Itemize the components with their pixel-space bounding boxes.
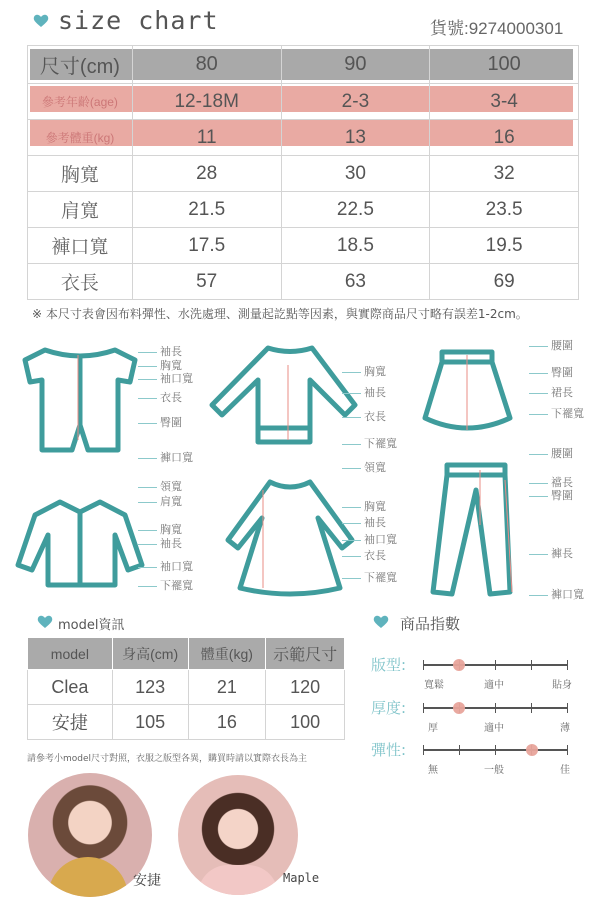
index-marker xyxy=(526,744,538,756)
scale-low: 厚 xyxy=(428,723,438,734)
index-scale xyxy=(423,745,568,755)
scale-mid: 適中 xyxy=(484,723,504,734)
sku-number: 貨號:9274000301 xyxy=(430,19,564,38)
table-row xyxy=(28,670,345,705)
table-row xyxy=(28,228,579,264)
scale-tick xyxy=(423,660,424,670)
shirt-measure-label: 下襬寬 xyxy=(160,579,193,592)
cell: 3-4 xyxy=(430,84,579,120)
row-label: 褲口寬 xyxy=(28,228,133,264)
table-row xyxy=(28,192,579,228)
skirt-measure-label: 裙長 xyxy=(551,386,573,399)
romper-measure-label: 褲口寬 xyxy=(160,451,193,464)
cell: 16 xyxy=(188,705,266,740)
heart-icon xyxy=(37,615,53,629)
cell: 105 xyxy=(112,705,188,740)
romper-measure-label: 臀圍 xyxy=(160,416,182,429)
index-marker xyxy=(453,702,465,714)
scale-tick xyxy=(459,745,460,755)
model-photo-name: 安捷 xyxy=(133,873,161,889)
shirt-measure-label: 袖長 xyxy=(160,537,182,550)
size-header-label: 尺寸(cm) xyxy=(28,46,133,84)
cell: 21 xyxy=(188,670,266,705)
cell: 100 xyxy=(266,705,345,740)
cell: 17.5 xyxy=(132,228,281,264)
romper-measure-label: 胸寬 xyxy=(160,359,182,372)
sweater-measure-label: 下襬寬 xyxy=(364,437,397,450)
model-info-title: model資訊 xyxy=(58,618,125,633)
cell: 28 xyxy=(132,156,281,192)
cell: Clea xyxy=(28,670,113,705)
shirt-measure-label: 肩寬 xyxy=(160,495,182,508)
index-label: 版型: xyxy=(371,656,407,674)
romper-icon xyxy=(25,350,135,450)
pants-measure-label: 褲口寬 xyxy=(551,588,584,601)
cell: 11 xyxy=(132,120,281,156)
heart-icon xyxy=(373,615,389,629)
size-table xyxy=(27,45,579,300)
product-index-title: 商品指數 xyxy=(400,615,461,633)
size-90: 90 xyxy=(281,46,430,84)
heart-icon xyxy=(33,14,49,28)
index-label: 彈性: xyxy=(371,741,407,759)
romper-measure-label: 衣長 xyxy=(160,391,182,404)
header-model: model xyxy=(28,638,113,670)
pants-icon xyxy=(433,465,510,594)
cell: 69 xyxy=(430,264,579,300)
scale-low: 無 xyxy=(428,765,438,776)
pants-measure-label: 臀圍 xyxy=(551,489,573,502)
header-weight: 體重(kg) xyxy=(188,638,266,670)
model-note: 請參考小model尺寸對照，衣服之版型各異，購買時請以實際衣長為主 xyxy=(27,754,308,764)
scale-mid: 一般 xyxy=(484,765,504,776)
weight-label: 參考體重(kg) xyxy=(28,120,133,156)
model-photo-name: Maple xyxy=(283,871,320,885)
model-photo xyxy=(178,775,298,895)
scale-low: 寬鬆 xyxy=(424,680,444,691)
cell: 18.5 xyxy=(281,228,430,264)
shirt-measure-label: 袖口寬 xyxy=(160,560,193,573)
age-row xyxy=(28,84,579,120)
cell: 19.5 xyxy=(430,228,579,264)
cell: 12-18M xyxy=(132,84,281,120)
dress-measure-label: 胸寬 xyxy=(364,500,386,513)
weight-row xyxy=(28,120,579,156)
row-label: 胸寬 xyxy=(28,156,133,192)
scale-tick xyxy=(423,745,424,755)
row-label: 衣長 xyxy=(28,264,133,300)
romper-measure-label: 袖口寬 xyxy=(160,372,193,385)
pants-measure-label: 腰圍 xyxy=(551,447,573,460)
dress-measure-label: 袖長 xyxy=(364,516,386,529)
cell: 安捷 xyxy=(28,705,113,740)
scale-tick xyxy=(531,660,532,670)
model-header-row xyxy=(28,638,345,670)
model-table xyxy=(27,637,345,740)
dress-icon xyxy=(228,482,352,594)
pants-measure-label: 褲長 xyxy=(551,547,573,560)
table-row xyxy=(28,156,579,192)
romper-measure-label: 袖長 xyxy=(160,345,182,358)
header-height: 身高(cm) xyxy=(112,638,188,670)
index-scale xyxy=(423,703,568,713)
cell: 2-3 xyxy=(281,84,430,120)
cell: 23.5 xyxy=(430,192,579,228)
sweater-measure-label: 胸寬 xyxy=(364,365,386,378)
shirt-measure-label: 領寬 xyxy=(160,480,182,493)
cell: 22.5 xyxy=(281,192,430,228)
header-size: 示範尺寸 xyxy=(266,638,345,670)
dress-measure-label: 下襬寬 xyxy=(364,571,397,584)
shirt-measure-label: 胸寬 xyxy=(160,523,182,536)
cell: 30 xyxy=(281,156,430,192)
cell: 13 xyxy=(281,120,430,156)
cell: 120 xyxy=(266,670,345,705)
scale-tick xyxy=(567,745,568,755)
index-marker xyxy=(453,659,465,671)
size-header-row xyxy=(28,46,579,84)
size-100: 100 xyxy=(430,46,579,84)
table-row xyxy=(28,264,579,300)
cell: 63 xyxy=(281,264,430,300)
table-row xyxy=(28,705,345,740)
scale-high: 貼身 xyxy=(552,680,572,691)
scale-tick xyxy=(423,703,424,713)
scale-mid: 適中 xyxy=(484,680,504,691)
skirt-measure-label: 腰圍 xyxy=(551,339,573,352)
index-label: 厚度: xyxy=(371,699,407,717)
shirt-icon xyxy=(18,502,142,585)
garment-diagrams xyxy=(0,330,600,605)
scale-high: 佳 xyxy=(560,765,570,776)
dress-measure-label: 袖口寬 xyxy=(364,533,397,546)
row-label: 肩寬 xyxy=(28,192,133,228)
scale-tick xyxy=(495,703,496,713)
dress-measure-label: 衣長 xyxy=(364,549,386,562)
skirt-measure-label: 臀圍 xyxy=(551,366,573,379)
cell: 21.5 xyxy=(132,192,281,228)
sweater-measure-label: 衣長 xyxy=(364,410,386,423)
dress-measure-label: 領寬 xyxy=(364,461,386,474)
scale-tick xyxy=(531,703,532,713)
scale-high: 薄 xyxy=(560,723,570,734)
sweater-measure-label: 袖長 xyxy=(364,386,386,399)
size-80: 80 xyxy=(132,46,281,84)
scale-tick xyxy=(495,660,496,670)
sweater-icon xyxy=(212,348,355,442)
cell: 16 xyxy=(430,120,579,156)
scale-tick xyxy=(495,745,496,755)
page-title: size chart xyxy=(58,6,219,35)
age-label: 參考年齡(age) xyxy=(28,84,133,120)
cell: 32 xyxy=(430,156,579,192)
index-scale xyxy=(423,660,568,670)
pants-measure-label: 襠長 xyxy=(551,476,573,489)
cell: 123 xyxy=(112,670,188,705)
measurement-note: ※ 本尺寸表會因布料彈性、水洗處理、測量起訖點等因素，與實際商品尺寸略有誤差1-2cm。 xyxy=(32,307,528,321)
scale-tick xyxy=(567,660,568,670)
cell: 57 xyxy=(132,264,281,300)
scale-tick xyxy=(567,703,568,713)
skirt-measure-label: 下襬寬 xyxy=(551,407,584,420)
